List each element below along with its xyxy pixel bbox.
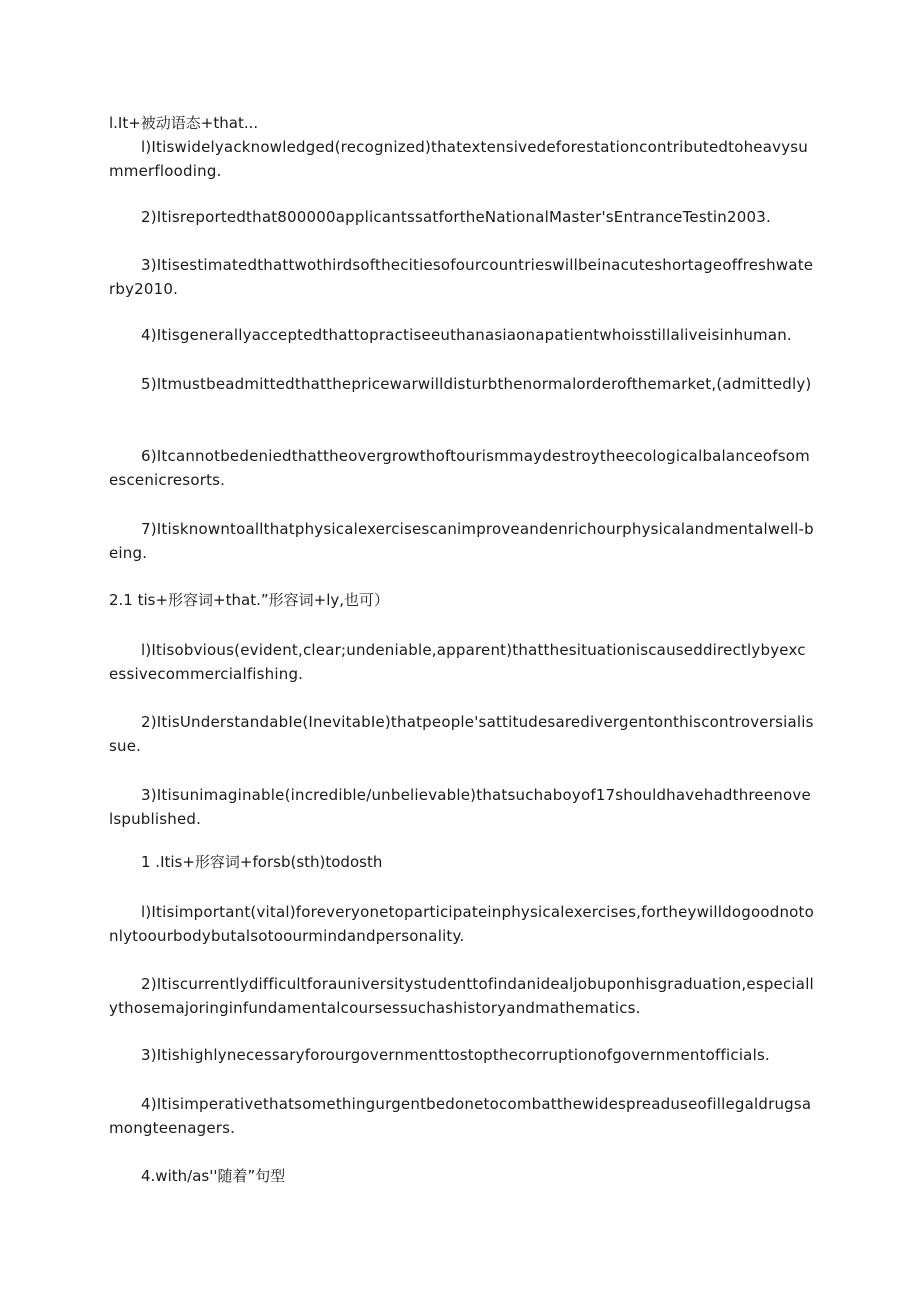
example-sentence: 2)Itisreportedthat800000applicantssatfortheNationalMaster'sEntranceTestin2003.: [141, 208, 771, 226]
example-sentence: l)Itisimportant(vital)foreveryonetoparticipateinphysicalexercises,fortheywilldogoodnotonlytoourbodybutalsotoourmindandpersonality.: [109, 903, 814, 945]
example-sentence: l)Itiswidelyacknowledged(recognized)thatextensivedeforestationcontributedtoheavysummerflooding.: [109, 138, 808, 180]
section-heading-adjective-that: 2.1 tis+形容词+that.”形容词+ly,也可）: [109, 591, 390, 609]
example-sentence: 4)Itisimperativethatsomethingurgentbedonetocombatthewidespreaduseofillegaldrugsamongteenagers.: [109, 1095, 812, 1137]
example-sentence: 3)Itisunimaginable(incredible/unbelievable)thatsuchaboyof17shouldhavehadthreenovelspublished.: [109, 786, 811, 828]
example-sentence: 3)Itishighlynecessaryforourgovernmenttostopthecorruptionofgovernmentofficials.: [141, 1046, 770, 1064]
example-sentence: 7)Itisknowntoallthatphysicalexercisescanimproveandenrichourphysicalandmentalwell-being.: [109, 520, 814, 562]
example-sentence: 2)ItisUnderstandabIe(InevitabIe)thatpeople'sattitudesaredivergentonthiscontroversialissue.: [109, 713, 814, 755]
example-sentence: 4)Itisgenerallyacceptedthattopractiseeuthanasiaonapatientwhoisstillaliveisinhuman.: [141, 326, 792, 344]
example-sentence: 3)Itisestimatedthattwothirdsofthecitiesofourcountrieswillbeinacuteshortageoffreshwaterby2010.: [109, 256, 814, 298]
section-heading-with-as: 4.with/as''随着”句型: [141, 1167, 286, 1185]
example-sentence: 6)Itcannotbedeniedthattheovergrowthoftourismmaydestroytheecologicalbalanceofsomescenicresorts.: [109, 447, 810, 489]
example-sentence: l)Itisobvious(evident,clear;undeniable,apparent)thatthesituationiscauseddirectlybyexcessivecommercialfishing.: [109, 641, 806, 683]
example-sentence: 5)Itmustbeadmittedthatthepricewarwilldisturbthenormalorderofthemarket,(admittedly): [141, 375, 812, 393]
section-heading-adjective-for: 1 .Itis+形容词+forsb(sth)todosth: [141, 853, 383, 871]
section-heading-passive-voice: l.It+被动语态+that...: [109, 114, 259, 132]
example-sentence: 2)Itiscurrentlydifficultforauniversitystudenttofindanidealjobuponhisgraduation,especiallythosemajoringinfundamentalcoursessuchashistoryandmathematics.: [109, 975, 814, 1017]
